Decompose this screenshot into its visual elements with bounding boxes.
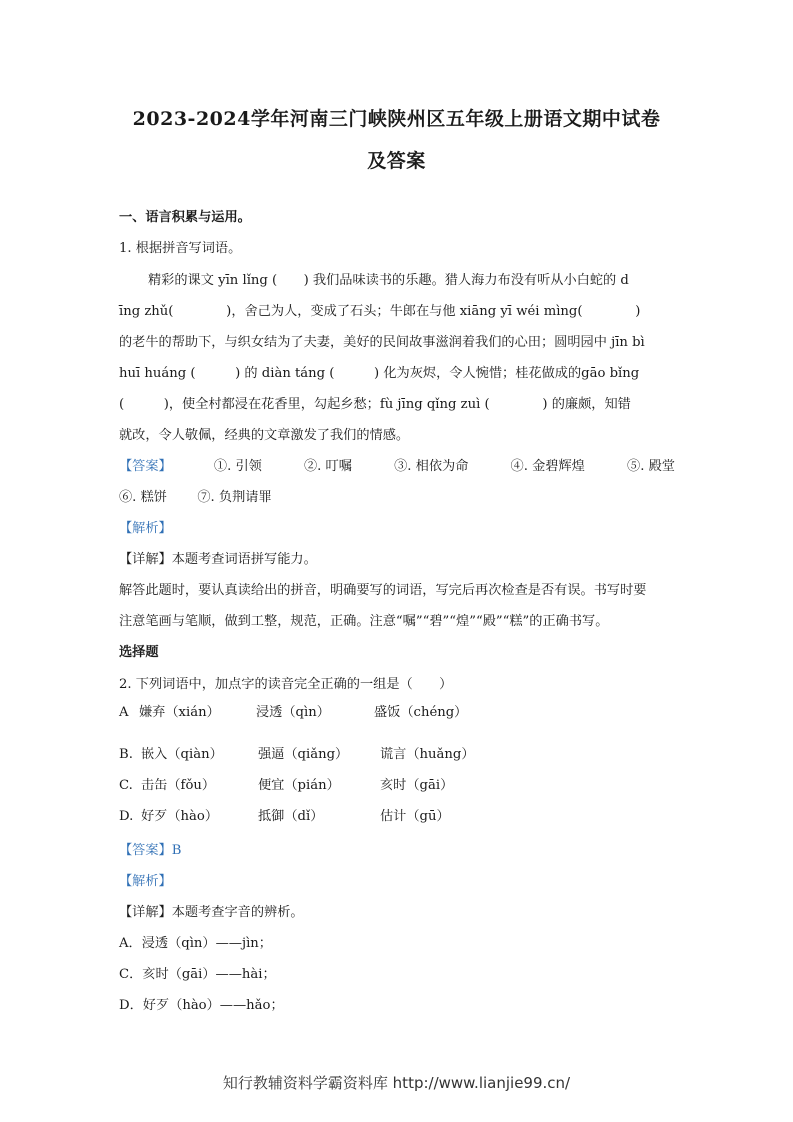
analysis-tag: 【解析】 (119, 874, 172, 889)
option-word: 谎言（huǎng） (380, 747, 475, 762)
answer-item: ⑥. 糕饼 (119, 490, 167, 505)
question-1-text: 的老牛的帮助下，与织女结为了夫妻，美好的民间故事滋润着我们的心田；圆明园中 jīn bì (119, 335, 645, 350)
option-word: 抵御（dǐ） (258, 809, 324, 824)
question-1-stem: 1. 根据拼音写词语。 (119, 241, 242, 256)
option-c (119, 777, 453, 795)
answer-row (119, 489, 272, 507)
option-word: 浸透（qìn） (256, 705, 330, 720)
option-label: C. (119, 778, 133, 793)
option-label: B. (119, 747, 133, 762)
question-1-text: huī huáng ( ) 的 diàn táng ( ) 化为灰烬，令人惋惜；桂花做成的gāo bǐng (119, 366, 640, 381)
option-word: 亥时（gāi） (380, 778, 454, 793)
answer-tag: 【答案】 (119, 459, 172, 474)
page-title-line2: 及答案 (367, 150, 426, 172)
question-1-text: 就改，令人敬佩，经典的文章激发了我们的情感。 (119, 428, 410, 443)
option-word: 击缶（fǒu） (141, 778, 216, 793)
answer-item: ⑦. 负荆请罪 (197, 490, 272, 505)
detail-text: 【详解】本题考查词语拼写能力。 (119, 552, 317, 567)
answer-item: ⑤. 殿堂 (627, 459, 675, 474)
option-d (119, 808, 450, 826)
option-word: 好歹（hào） (141, 809, 219, 824)
correction-line: C．亥时（gāi）——hài； (119, 967, 276, 982)
answer-line (119, 842, 181, 860)
option-word: 嵌入（qiàn） (141, 747, 223, 762)
question-1-text: ( )，使全村都浸在花香里，勾起乡愁；fù jīng qǐng zuì ( ) 的廉颇，知错 (119, 397, 631, 412)
question-1-text: 精彩的课文 yīn lǐng ( ) 我们品味读书的乐趣。猎人海力布没有听从小白蛇的 d (148, 273, 629, 288)
explanation-text: 注意笔画与笔顺，做到工整，规范，正确。注意“嘱”“碧”“煌”“殿”“糕”的正确书写。 (119, 614, 609, 629)
correction-line: A．浸透（qìn）——jìn； (119, 936, 272, 951)
section-heading: 一、语言积累与运用。 (119, 210, 251, 225)
answer-item: ①. 引领 (213, 459, 262, 474)
answer-text: 【答案】B (119, 843, 182, 858)
option-word: 估计（gū） (380, 809, 450, 824)
question-2-stem: 2. 下列词语中，加点字的读音完全正确的一组是（ ） (119, 677, 453, 692)
option-word: 嫌弃（xián） (139, 705, 220, 720)
page-title: 2023-2024学年河南三门峡陕州区五年级上册语文期中试卷 (132, 108, 661, 130)
analysis-tag: 【解析】 (119, 521, 172, 536)
question-1-text: īng zhǔ( )，舍己为人，变成了石头；牛郎在与他 xiāng yī wéi mìng( ) (119, 304, 641, 319)
option-label: D. (119, 809, 134, 824)
answer-item: ④. 金碧辉煌 (510, 459, 585, 474)
detail-text: 【详解】本题考查字音的辨析。 (119, 905, 304, 920)
option-b (119, 746, 475, 764)
footer-watermark: 知行教辅资料学霸资料库 http://www.lianjie99.cn/ (222, 1074, 571, 1092)
option-word: 盛饭（chéng） (374, 705, 468, 720)
answer-item: ②. 叮嘱 (303, 459, 352, 474)
option-label: A (119, 705, 129, 720)
answer-row (119, 458, 675, 476)
option-a (119, 704, 467, 722)
option-word: 便宜（pián） (258, 778, 340, 793)
answer-item: ③. 相依为命 (394, 459, 469, 474)
explanation-text: 解答此题时，要认真读给出的拼音，明确要写的词语，写完后再次检查是否有误。书写时要 (119, 583, 647, 598)
section-heading: 选择题 (119, 645, 159, 660)
correction-line: D．好歹（hào）——hǎo； (119, 998, 284, 1013)
option-word: 强逼（qiǎng） (258, 747, 349, 762)
